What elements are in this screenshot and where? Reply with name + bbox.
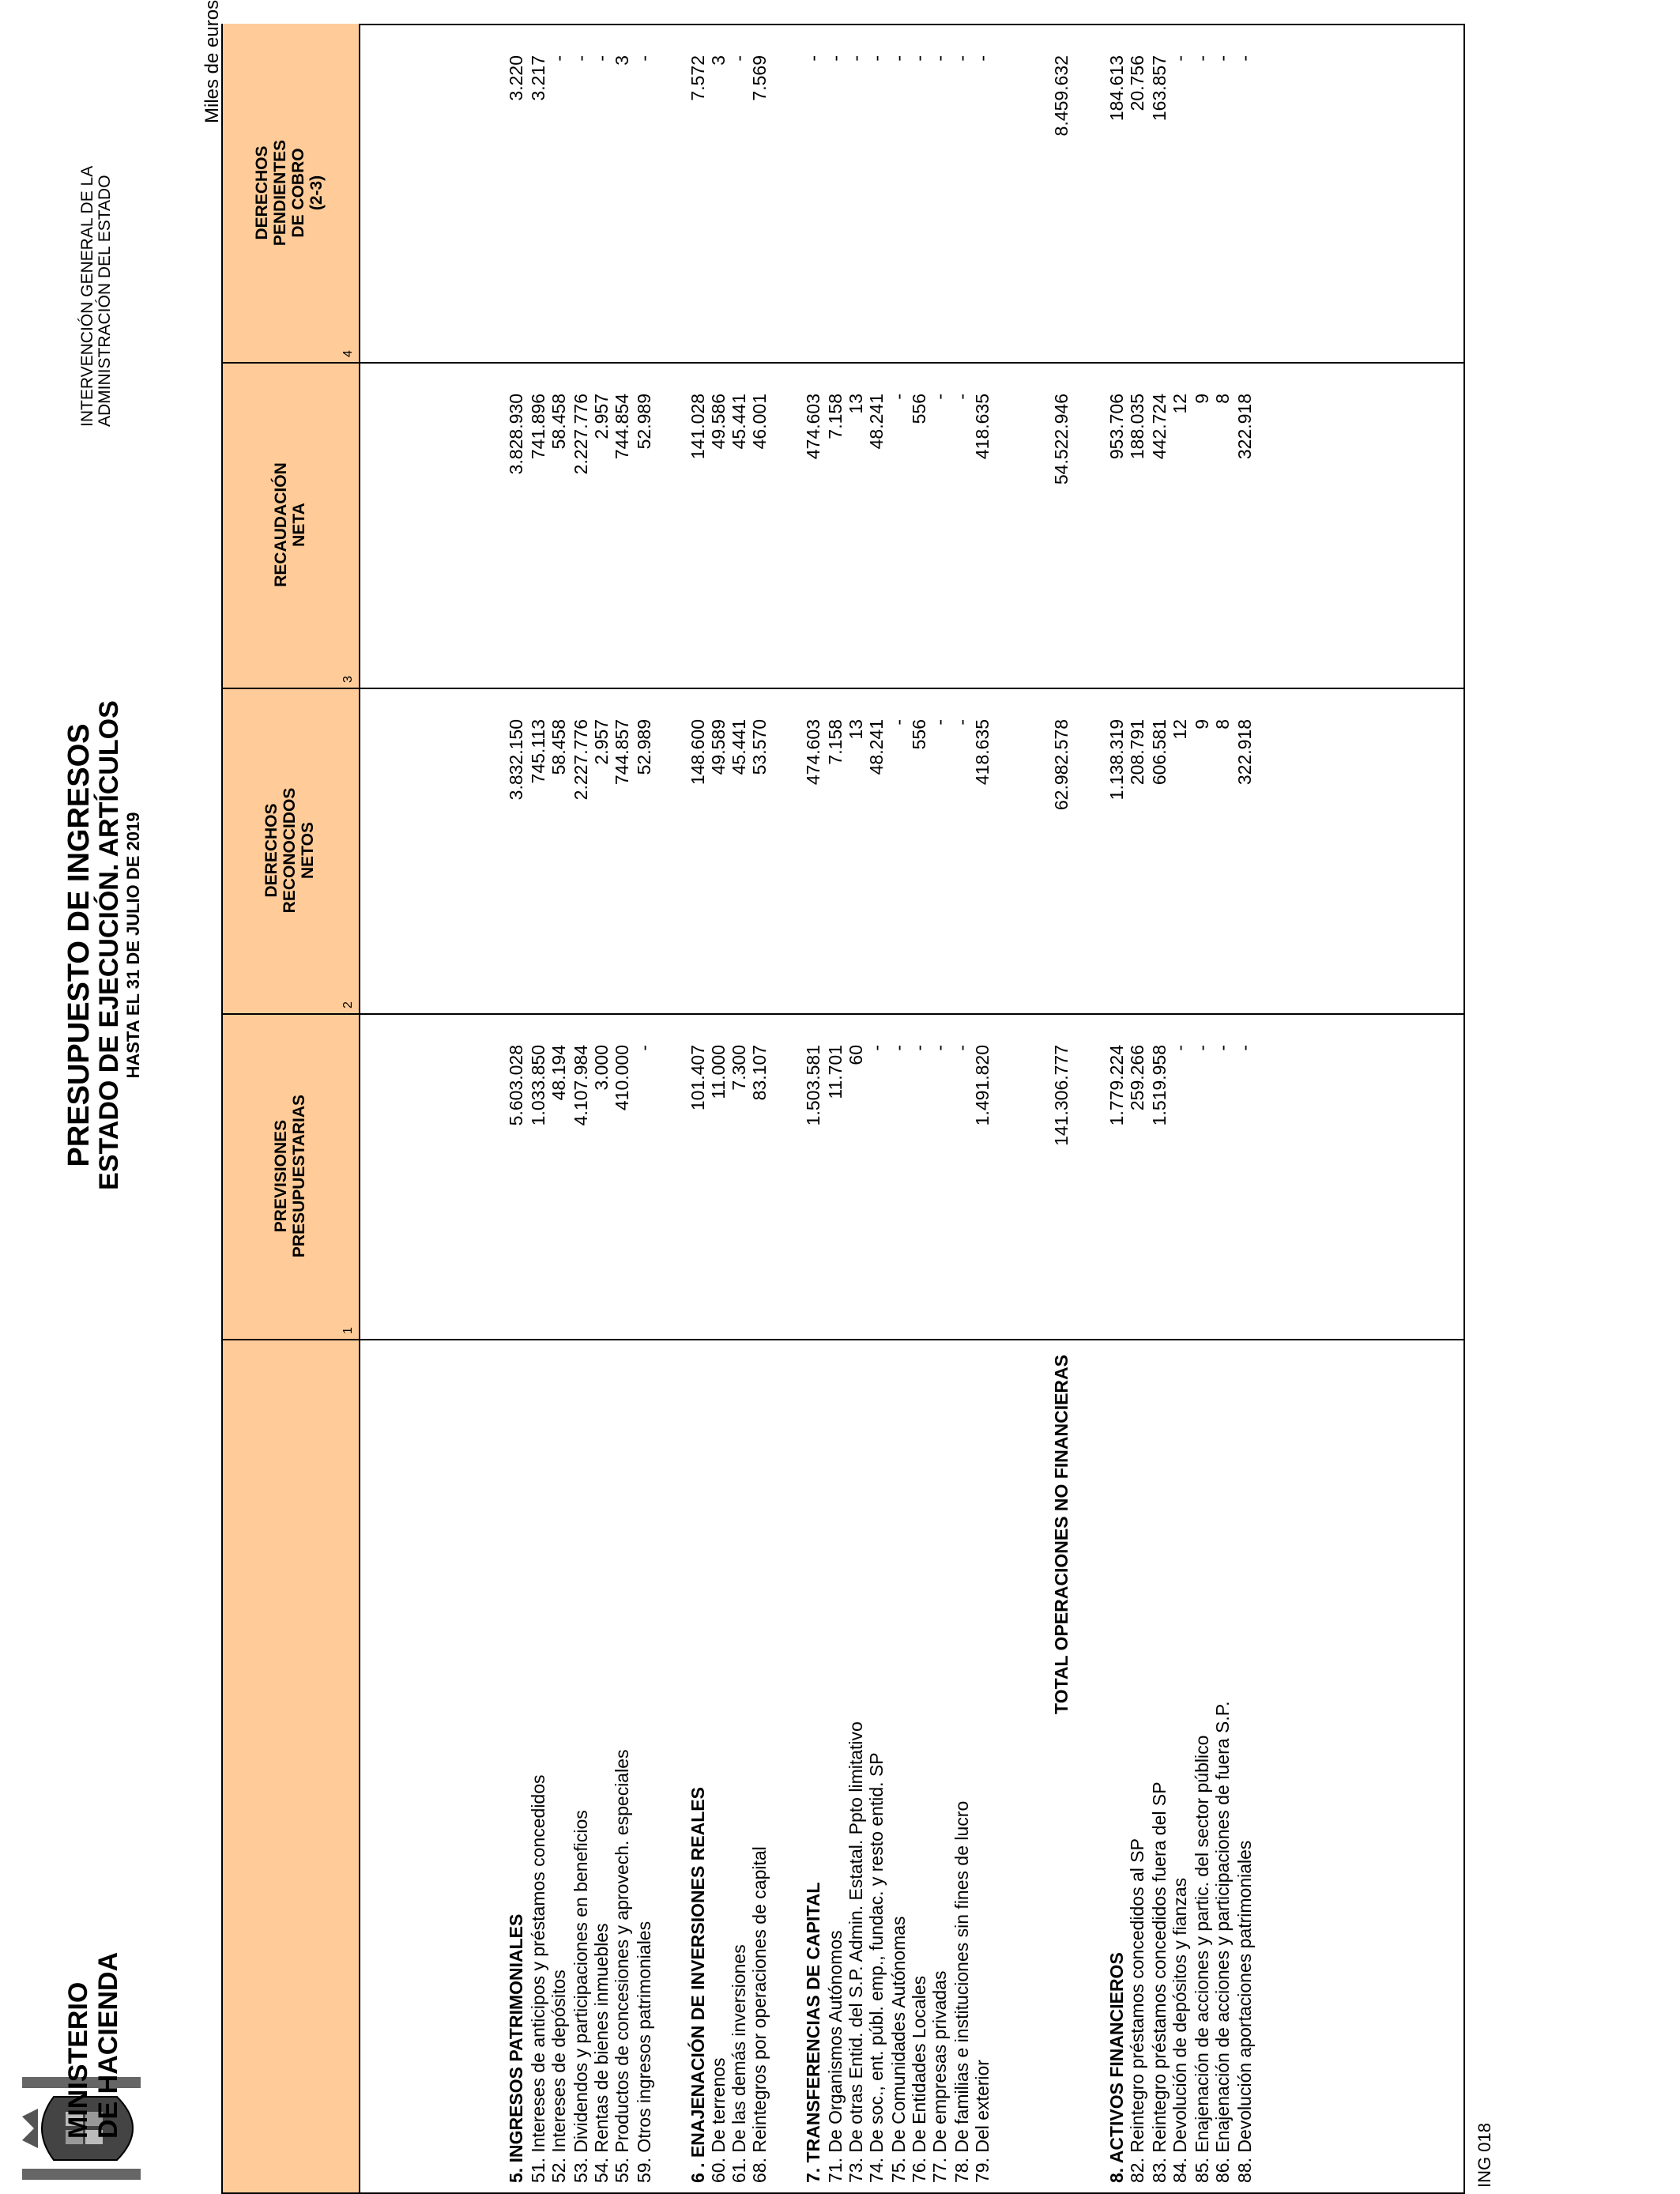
row-label: 61. De las demás inversiones xyxy=(729,1944,749,2183)
cell-value: 322.918 xyxy=(1234,719,1255,786)
cell-value: 48.241 xyxy=(866,394,887,450)
cell-value: - xyxy=(591,55,612,62)
cell-value: 83.107 xyxy=(749,1045,770,1101)
cell-value: 1.779.224 xyxy=(1106,1045,1127,1126)
ministry-name xyxy=(63,1952,123,2139)
cell-value: - xyxy=(729,55,749,62)
cell-value: 9 xyxy=(1192,719,1212,729)
igae-line-2: ADMINISTRACIÓN DEL ESTADO xyxy=(96,175,114,427)
cell-value: 208.791 xyxy=(1127,719,1147,786)
cell-value: - xyxy=(929,55,950,62)
row-label: 60. De terrenos xyxy=(708,2057,729,2183)
ministry-line-1: MINISTERIO xyxy=(63,1981,93,2139)
cell-value: 556 xyxy=(909,394,929,424)
cell-value: - xyxy=(929,1045,950,1051)
column-header-1-label: PREVISIONES PRESUPUESTARIAS xyxy=(272,1094,308,1258)
cell-value: 148.600 xyxy=(687,719,708,786)
column-number-3: 3 xyxy=(341,676,355,683)
cell-value: 5.603.028 xyxy=(506,1045,526,1126)
cell-value: - xyxy=(1212,1045,1233,1051)
cell-value: 11.701 xyxy=(825,1045,846,1099)
cell-value: - xyxy=(909,55,929,62)
column-number-1: 1 xyxy=(341,1327,355,1334)
cell-value: 3 xyxy=(612,55,632,66)
cell-value: 9 xyxy=(1192,394,1212,404)
cell-value: 8 xyxy=(1212,394,1233,404)
cell-value: 2.227.776 xyxy=(571,394,591,475)
row-label: 86. Enajenación de acciones y participaciones de fuera S.P. xyxy=(1212,1701,1233,2183)
row-label: 52. Intereses de depósitos xyxy=(548,1970,569,2183)
cell-value: 3.220 xyxy=(506,55,526,101)
title-line-3: HASTA EL 31 DE JULIO DE 2019 xyxy=(123,812,143,1079)
cell-value: - xyxy=(951,55,972,62)
cell-value: 163.857 xyxy=(1149,55,1170,122)
cell-value: 45.441 xyxy=(729,394,749,450)
cell-value: - xyxy=(1212,55,1233,62)
cell-value: - xyxy=(1170,1045,1190,1051)
cell-value: - xyxy=(951,719,972,726)
ministry-line-2: DE HACIENDA xyxy=(93,1951,123,2139)
cell-value: - xyxy=(634,55,654,62)
cell-value: 53.570 xyxy=(749,719,770,775)
row-label: 53. Dividendos y participaciones en beneficios xyxy=(571,1810,591,2183)
row-label-header xyxy=(223,1340,359,2192)
cell-value: 62.982.578 xyxy=(1051,719,1072,811)
cell-value: 101.407 xyxy=(687,1045,708,1111)
cell-value: 4.107.984 xyxy=(571,1045,591,1126)
cell-value: 11.000 xyxy=(708,1045,729,1099)
cell-value: - xyxy=(888,394,909,400)
row-label: 82. Reintegro préstamos concedidos al SP xyxy=(1127,1838,1147,2183)
cell-value: - xyxy=(972,55,993,62)
cell-value: 745.113 xyxy=(528,719,548,784)
cell-value: - xyxy=(571,55,591,62)
row-label: 77. De empresas privadas xyxy=(929,1970,950,2183)
cell-value: 474.603 xyxy=(803,394,823,460)
row-label: 85. Enajenación de acciones y partic. del sector público xyxy=(1192,1735,1212,2183)
cell-value: 2.957 xyxy=(591,719,612,765)
cell-value: 12 xyxy=(1170,394,1190,414)
title-line-2: ESTADO DE EJECUCIÓN. ARTÍCULOS xyxy=(94,700,124,1190)
cell-value: 54.522.946 xyxy=(1051,394,1072,485)
cell-value: - xyxy=(866,55,887,62)
row-label: 59. Otros ingresos patrimoniales xyxy=(634,1921,654,2183)
cell-value: 474.603 xyxy=(803,719,823,786)
cell-value: 744.854 xyxy=(612,394,632,460)
cell-value: 48.194 xyxy=(548,1045,569,1101)
row-label: 5. INGRESOS PATRIMONIALES xyxy=(506,1913,526,2183)
column-divider-4 xyxy=(359,362,1463,364)
row-label: 88. Devolución aportaciones patrimoniales xyxy=(1234,1840,1255,2183)
row-label: 54. Rentas de bienes inmuebles xyxy=(591,1923,612,2183)
cell-value: 442.724 xyxy=(1149,394,1170,460)
row-label: 75. De Comunidades Autónomas xyxy=(888,1916,909,2183)
cell-value: - xyxy=(825,55,846,62)
cell-value: 49.586 xyxy=(708,394,729,450)
cell-value: - xyxy=(888,55,909,62)
column-header-1 xyxy=(223,1013,359,1340)
row-label: TOTAL OPERACIONES NO FINANCIERAS xyxy=(1051,1355,1072,1714)
cell-value: 1.491.820 xyxy=(972,1045,993,1126)
cell-value: 3 xyxy=(708,55,729,66)
data-table xyxy=(221,24,1465,2194)
cell-value: 58.458 xyxy=(548,719,569,775)
cell-value: 20.756 xyxy=(1127,55,1147,111)
cell-value: 188.035 xyxy=(1127,394,1147,460)
cell-value: - xyxy=(1234,55,1255,62)
igae-label xyxy=(79,166,114,427)
column-header-4-label: DERECHOS PENDIENTES DE COBRO (2-3) xyxy=(253,139,326,247)
cell-value: 2.227.776 xyxy=(571,719,591,801)
cell-value: 418.635 xyxy=(972,719,993,786)
cell-value: - xyxy=(846,55,866,62)
cell-value: 1.519.958 xyxy=(1149,1045,1170,1126)
cell-value: 3.832.150 xyxy=(506,719,526,801)
cell-value: 12 xyxy=(1170,719,1190,740)
cell-value: - xyxy=(548,55,569,62)
column-header-4 xyxy=(223,24,359,364)
column-number-2: 2 xyxy=(341,1001,355,1008)
cell-value: 3.217 xyxy=(528,55,548,101)
row-label: 71. De Organismos Autónomos xyxy=(825,1930,846,2183)
title-line-1: PRESUPUESTO DE INGRESOS xyxy=(62,723,96,1167)
row-label: 83. Reintegro préstamos concedidos fuera del SP xyxy=(1149,1781,1170,2183)
row-label: 51. Intereses de anticipos y préstamos concedidos xyxy=(528,1774,548,2183)
cell-value: 2.957 xyxy=(591,394,612,439)
cell-value: 8 xyxy=(1212,719,1233,729)
cell-value: 45.441 xyxy=(729,719,749,775)
igae-line-1: INTERVENCIÓN GENERAL DE LA xyxy=(78,165,96,427)
cell-value: 741.896 xyxy=(528,394,548,460)
row-label: 84. Devolución de depósitos y fianzas xyxy=(1170,1877,1190,2183)
row-label: 78. De familias e instituciones sin fines de lucro xyxy=(951,1800,972,2183)
column-header-2-label: DERECHOS RECONOCIDOS NETOS xyxy=(262,787,317,914)
column-number-4: 4 xyxy=(341,350,355,357)
cell-value: 52.989 xyxy=(634,394,654,450)
cell-value: 410.000 xyxy=(612,1045,632,1111)
row-label: 68. Reintegros por operaciones de capital xyxy=(749,1846,770,2183)
cell-value: - xyxy=(888,1045,909,1051)
cell-value: - xyxy=(1192,55,1212,62)
cell-value: - xyxy=(866,1045,887,1051)
cell-value: 7.300 xyxy=(729,1045,749,1091)
column-header-3-label: RECAUDACIÓN NETA xyxy=(272,462,308,587)
cell-value: - xyxy=(929,394,950,400)
cell-value: 259.266 xyxy=(1127,1045,1147,1111)
row-label: 8. ACTIVOS FINANCIEROS xyxy=(1106,1952,1127,2183)
cell-value: 13 xyxy=(846,719,866,740)
row-label: 76. De Entidades Locales xyxy=(909,1975,929,2183)
row-label: 6 . ENAJENACIÓN DE INVERSIONES REALES xyxy=(687,1787,708,2183)
cell-value: 1.033.850 xyxy=(528,1045,548,1126)
header-divider xyxy=(359,25,360,2192)
cell-value: - xyxy=(1234,1045,1255,1051)
cell-value: 744.857 xyxy=(612,719,632,786)
form-code: ING 018 xyxy=(1475,2123,1494,2188)
cell-value: 7.158 xyxy=(825,394,846,439)
cell-value: 1.138.319 xyxy=(1106,719,1127,801)
cell-value: 418.635 xyxy=(972,394,993,460)
column-header-2 xyxy=(223,688,359,1015)
column-header-3 xyxy=(223,362,359,689)
cell-value: 8.459.632 xyxy=(1051,55,1072,137)
cell-value: - xyxy=(888,719,909,726)
cell-value: 7.569 xyxy=(749,55,770,101)
report-title xyxy=(63,645,144,1246)
cell-value: 322.918 xyxy=(1234,394,1255,460)
cell-value: - xyxy=(929,719,950,726)
row-label: 73. De otras Entid. del S.P. Admin. Estatal. Ppto limitativo xyxy=(846,1721,866,2183)
cell-value: 953.706 xyxy=(1106,394,1127,460)
cell-value: 60 xyxy=(846,1045,866,1065)
cell-value: 556 xyxy=(909,719,929,750)
row-label: 7. TRANSFERENCIAS DE CAPITAL xyxy=(803,1882,823,2183)
row-label: 74. De soc., ent. públ. emp., fundac. y resto entid. SP xyxy=(866,1752,887,2183)
cell-value: 3.000 xyxy=(591,1045,612,1091)
cell-value: 52.989 xyxy=(634,719,654,775)
cell-value: 3.828.930 xyxy=(506,394,526,475)
cell-value: 141.028 xyxy=(687,394,708,460)
cell-value: 13 xyxy=(846,394,866,414)
cell-value: 184.613 xyxy=(1106,55,1127,122)
cell-value: 141.306.777 xyxy=(1051,1045,1072,1146)
cell-value: 46.001 xyxy=(749,394,770,450)
cell-value: 48.241 xyxy=(866,719,887,775)
cell-value: - xyxy=(1192,1045,1212,1051)
cell-value: 49.589 xyxy=(708,719,729,775)
cell-value: - xyxy=(634,1045,654,1051)
row-label: 79. Del exterior xyxy=(972,2060,993,2183)
cell-value: 7.158 xyxy=(825,719,846,765)
cell-value: - xyxy=(909,1045,929,1051)
cell-value: - xyxy=(951,394,972,400)
cell-value: - xyxy=(951,1045,972,1051)
cell-value: - xyxy=(803,55,823,62)
row-label: 55. Productos de concesiones y aprovech. especiales xyxy=(612,1749,632,2183)
cell-value: 58.458 xyxy=(548,394,569,450)
cell-value: 7.572 xyxy=(687,55,708,101)
cell-value: - xyxy=(1170,55,1190,62)
cell-value: 606.581 xyxy=(1149,719,1170,786)
units-label: Miles de euros xyxy=(202,0,223,123)
cell-value: 1.503.581 xyxy=(803,1045,823,1126)
